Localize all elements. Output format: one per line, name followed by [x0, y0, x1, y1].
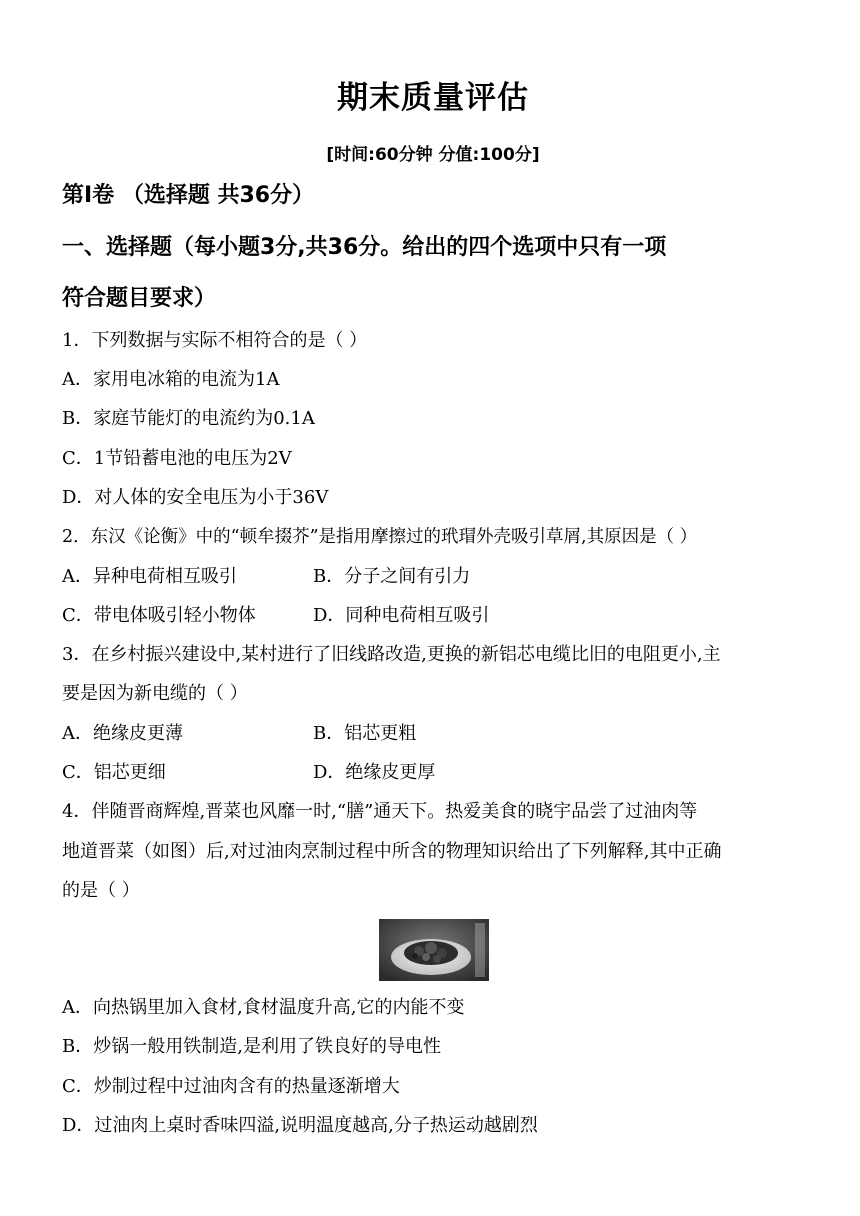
question-3-option-a: A．绝缘皮更薄 [62, 723, 183, 744]
question-3-option-d: D．绝缘皮更厚 [313, 762, 436, 783]
question-3-stem-line1: 3．在乡村振兴建设中,某村进行了旧线路改造,更换的新铝芯电缆比旧的电阻更小,主 [62, 644, 721, 665]
question-2-option-a: A．异种电荷相互吸引 [62, 566, 237, 587]
question-4-option-a: A．向热锅里加入食材,食材温度升高,它的内能不变 [62, 997, 465, 1018]
question-4-option-c: C．炒制过程中过油肉含有的热量逐渐增大 [62, 1076, 400, 1097]
question-2-stem: 2．东汉《论衡》中的“顿牟掇芥”是指用摩擦过的玳瑁外壳吸引草屑,其原因是（ ） [62, 527, 698, 547]
section-heading-line2: 符合题目要求） [62, 286, 217, 311]
dish-photo-image [379, 919, 489, 981]
question-4-stem-line2: 地道晋菜（如图）后,对过油肉烹制过程中所含的物理知识给出了下列解释,其中正确 [62, 841, 722, 862]
question-2-option-c: C．带电体吸引轻小物体 [62, 605, 256, 626]
question-1-option-b: B．家庭节能灯的电流约为0.1A [62, 408, 315, 429]
question-1-option-d: D．对人体的安全电压为小于36V [62, 487, 329, 508]
section-heading-line1: 一、选择题（每小题3分,共36分。给出的四个选项中只有一项 [62, 235, 667, 260]
question-4-option-b: B．炒锅一般用铁制造,是利用了铁良好的导电性 [62, 1036, 441, 1057]
page-title: 期末质量评估 [337, 80, 529, 116]
question-2-option-b: B．分子之间有引力 [313, 566, 471, 587]
question-1-stem: 1．下列数据与实际不相符合的是（ ） [62, 330, 368, 351]
question-3-option-b: B．铝芯更粗 [313, 723, 417, 744]
question-4-option-d: D．过油肉上桌时香味四溢,说明温度越高,分子热运动越剧烈 [62, 1115, 538, 1136]
question-1-option-a: A．家用电冰箱的电流为1A [62, 369, 280, 390]
exam-time-score: [时间:60分钟 分值:100分] [326, 145, 540, 165]
question-3-option-c: C．铝芯更细 [62, 762, 166, 783]
part-heading: 第Ⅰ卷 （选择题 共36分） [62, 183, 315, 208]
question-4-stem-line3: 的是（ ） [62, 880, 140, 901]
question-4-stem-line1: 4．伴随晋商辉煌,晋菜也风靡一时,“膳”通天下。热爱美食的晓宇品尝了过油肉等 [62, 801, 698, 822]
question-1-option-c: C．1节铅蓄电池的电压为2V [62, 448, 292, 469]
dish-photo [379, 919, 489, 981]
question-3-stem-line2: 要是因为新电缆的（ ） [62, 683, 248, 704]
question-2-option-d: D．同种电荷相互吸引 [313, 605, 490, 626]
